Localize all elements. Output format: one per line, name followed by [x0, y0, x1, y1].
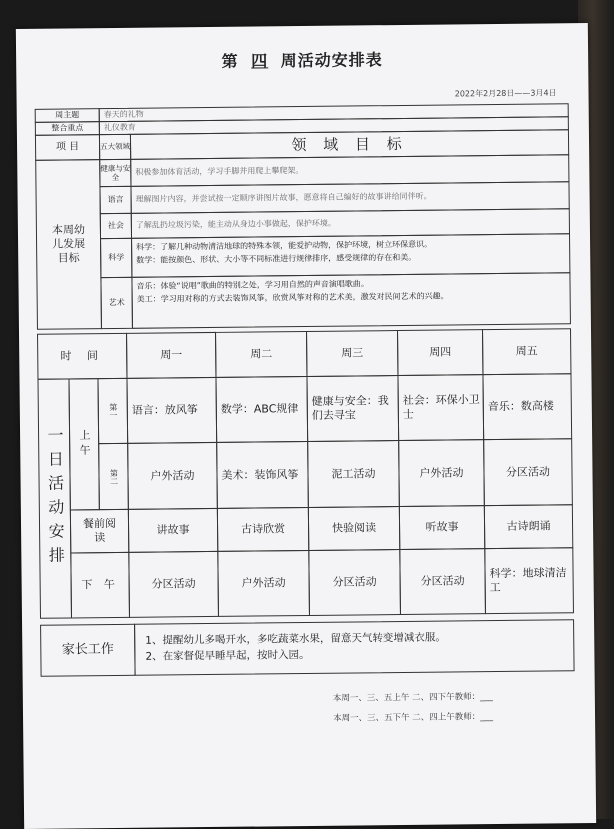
goal-text-art: 音乐：体验“说唱”歌曲的特别之处，学习用自然的声音演唱歌曲。 美工：学习用对称的方式去装饰风筝，欣赏风筝对称的艺术美，激发对民间艺术的兴趣。 — [131, 272, 571, 329]
first-tue: 数学：ABC规律 — [215, 376, 308, 443]
date-range: 2022年2月28日——3月4日 — [454, 88, 557, 99]
day-thursday: 周四 — [397, 329, 483, 376]
first-fri: 音乐：数高楼 — [482, 373, 572, 440]
first-period-label: 第一 — [97, 378, 128, 444]
goal-domain-language: 语言 — [99, 186, 131, 214]
integrated-focus-label: 整合重点 — [35, 121, 100, 136]
goal-domain-art: 艺术 — [100, 277, 133, 329]
goal-domain-social: 社会 — [100, 213, 132, 239]
parent-work-line-2: 2、在家督促早睡早起，按时入园。 — [145, 649, 310, 663]
afternoon-label: 下 午 — [70, 552, 130, 619]
development-goals-label: 本周幼儿发展目标 — [35, 159, 102, 330]
goal-text-social: 了解乱扔垃圾污染，能主动从身边小事做起，保护环境。 — [131, 208, 570, 239]
parent-work-label: 家长工作 — [40, 624, 136, 677]
premeal-thu: 听故事 — [399, 505, 485, 550]
day-friday: 周五 — [482, 328, 571, 375]
week-theme-value: 春天的礼物 — [99, 103, 569, 122]
item-label: 项 目 — [35, 134, 100, 161]
afternoon-wed: 分区活动 — [308, 549, 401, 616]
time-label: 时 间 — [37, 333, 127, 380]
domain-goal-label: 领 域 目 标 — [130, 129, 569, 160]
week-theme-label: 周主题 — [35, 108, 100, 123]
goal-text-language: 理解图片内容，并尝试按一定顺序讲图片故事，愿意将自己编好的故事讲给同伴听。 — [130, 181, 569, 214]
teacher-sign-line-2: 本周一、三、五下午 二、四上午教师：___ — [333, 712, 494, 724]
integrated-focus-value: 礼仪教育 — [99, 116, 569, 135]
premeal-tue: 古诗欣赏 — [217, 507, 309, 552]
second-tue: 美术：装饰风筝 — [216, 441, 309, 509]
premeal-wed: 快验阅读 — [308, 506, 400, 551]
goal-domain-science: 科学 — [100, 238, 132, 278]
goal-text-science: 科学：了解几种动物清洁地球的特殊本领，能爱护动物，保护环境，树立环保意识。 数学：能按颜色、形状、大小等不同标准进行规律排序，感受规律的存在和美。 — [131, 233, 570, 278]
pre-meal-reading-label: 餐前阅读 — [70, 509, 129, 554]
second-fri: 分区活动 — [483, 438, 573, 506]
day-tuesday: 周二 — [215, 331, 307, 378]
first-mon: 语言：放风筝 — [126, 377, 217, 444]
schedule-sheet — [16, 23, 596, 829]
afternoon-mon: 分区活动 — [128, 551, 219, 618]
second-mon: 户外活动 — [127, 442, 218, 510]
goal-text-health: 积极参加体育活动，学习手脚并用爬上攀爬架。 — [130, 154, 569, 187]
afternoon-tue: 户外活动 — [217, 550, 310, 617]
day-monday: 周一 — [126, 332, 216, 379]
week-number: 四 — [251, 51, 269, 71]
daily-activity-label: 一日活动安排 — [37, 378, 72, 618]
afternoon-fri: 科学：地球清洁工 — [484, 547, 574, 614]
premeal-mon: 讲故事 — [128, 508, 218, 553]
first-thu: 社会：环保小卫士 — [397, 374, 484, 441]
parent-work-line-1: 1、提醒幼儿多喝开水，多吃蔬菜水果，留意天气转变增减衣服。 — [145, 631, 446, 647]
second-period-label: 第二 — [98, 443, 129, 510]
five-domains-label: 五大领域 — [99, 134, 131, 160]
parent-work-content — [134, 619, 575, 676]
afternoon-thu: 分区活动 — [399, 548, 486, 615]
page-title: 第 四 周活动安排表 — [221, 50, 383, 71]
day-wednesday: 周三 — [306, 330, 398, 377]
second-wed: 泥工活动 — [307, 440, 400, 508]
goal-domain-health: 健康与安全 — [99, 159, 131, 187]
morning-label: 上午 — [68, 378, 99, 510]
second-thu: 户外活动 — [398, 439, 485, 507]
premeal-fri: 古诗朗诵 — [484, 504, 573, 549]
teacher-sign-line-1: 本周一、三、五上午 二、四下午教师：___ — [332, 692, 493, 704]
first-wed: 健康与安全：我们去寻宝 — [306, 375, 399, 442]
